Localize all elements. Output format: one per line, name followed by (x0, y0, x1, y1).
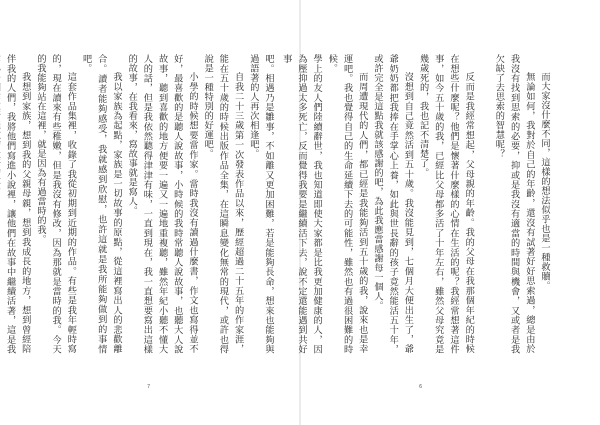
paragraph: 沒想到自己竟然活到五十歲。我沒能見到，七個月大便出生了，爺爺奶奶都把我捧在手掌心上養，如此與世長辭的孩子竟然能活五十年，或許完全是這點我就該感謝的吧，為此我應當感謝每一個人。 (371, 54, 414, 354)
right-page-text (280, 54, 552, 354)
paragraph: 我以家族為起點，家族是一切故事的原點，從這裡寫出人的悲歡離合。讀者能夠感受，我就感到欣慰，也許這就是我所能夠做到的事情吧。 (80, 54, 122, 354)
paragraph: 這套作品集裡，收錄了我從初期到近期的作品。有些是我年輕時寫的，現在讀來有些稚嫩，但是我沒有修改，因為那就是當時的我。今天的我能夠站在這裡，就是因為有過當時的我。 (34, 54, 77, 354)
paragraph: 吧。相遇乃是雛事，不如離又更加困難，若是能夠長命，想來也能夠與過語著的人再次相逢吧。 (247, 54, 274, 354)
left-page-text (4, 54, 276, 354)
paragraph: 小學的時候想要當作家。當時我沒有讀過什麼書，作文也寫得並不好，最喜歡的是聽人說故事，小時候的我時常聽人說故事，也聽大人說故事，聽到喜歡的地方便要一遍又一遍地重複聽，雖然年紀小聽不懂大人的話，但是我依然聽得津津有味，一直到現在，我一直想要寫出這樣的故事，在我看來，寫故事就是寫人。 (126, 54, 198, 354)
paragraph: 而大家沒什麼不同，這樣的想法似乎也是一種救贖。 (539, 72, 550, 291)
paragraph: 而周遭現代的人們，都已經是我能夠活到五十歲的我，說來也是幸運吧。我也覺得自己的生命延續下去的可能性，雖然也有過很困難的時候。 (326, 54, 368, 354)
paragraph: 自我二十三歲第一次發表作品以來，歷經超過二十五年的作家涯，能在五十歲的時候出版作品全集，在這瞬息變化無常的現代，或許也得說是一種特別的好運吧。 (202, 54, 244, 354)
page-number: 7 (147, 384, 151, 390)
page-number: 6 (419, 384, 423, 390)
paragraph: 反而是我經常想起，父母親的年齡。我的父母在我那個年紀的時候在想些什麼呢？他們是懷著什麼樣的心情在生活的呢？我經常想著這件事，如今五十歲的我，已經比父母都多活了十年左右，雖然父母究竟是幾歲死的，我也記不清楚了。 (417, 54, 475, 354)
paragraph: 學上的友人們陸續辭世，我也知道即使大家都是比我更加健康的人，因為壓抑過太多死亡，反而覺得我要是繼續活下去，說不定還能遇到共好事 (280, 54, 323, 354)
paragraph: 我想到家族，想到我的父親母親，想到我成長的地方，想到曾經陪伴我的人們，我將他們寫進小說裡，讓他們在故事中繼續活著，這是我 (4, 54, 31, 354)
paragraph: 無論如何，我對於自己的年齡，還沒有試著好好思索過，總是由於我沒有找到思索的必要，抑或是我沒有適當的時間與機會，又或者是我欠缺了去思索的智慧呢？ (493, 54, 535, 354)
right-page (280, 0, 600, 425)
